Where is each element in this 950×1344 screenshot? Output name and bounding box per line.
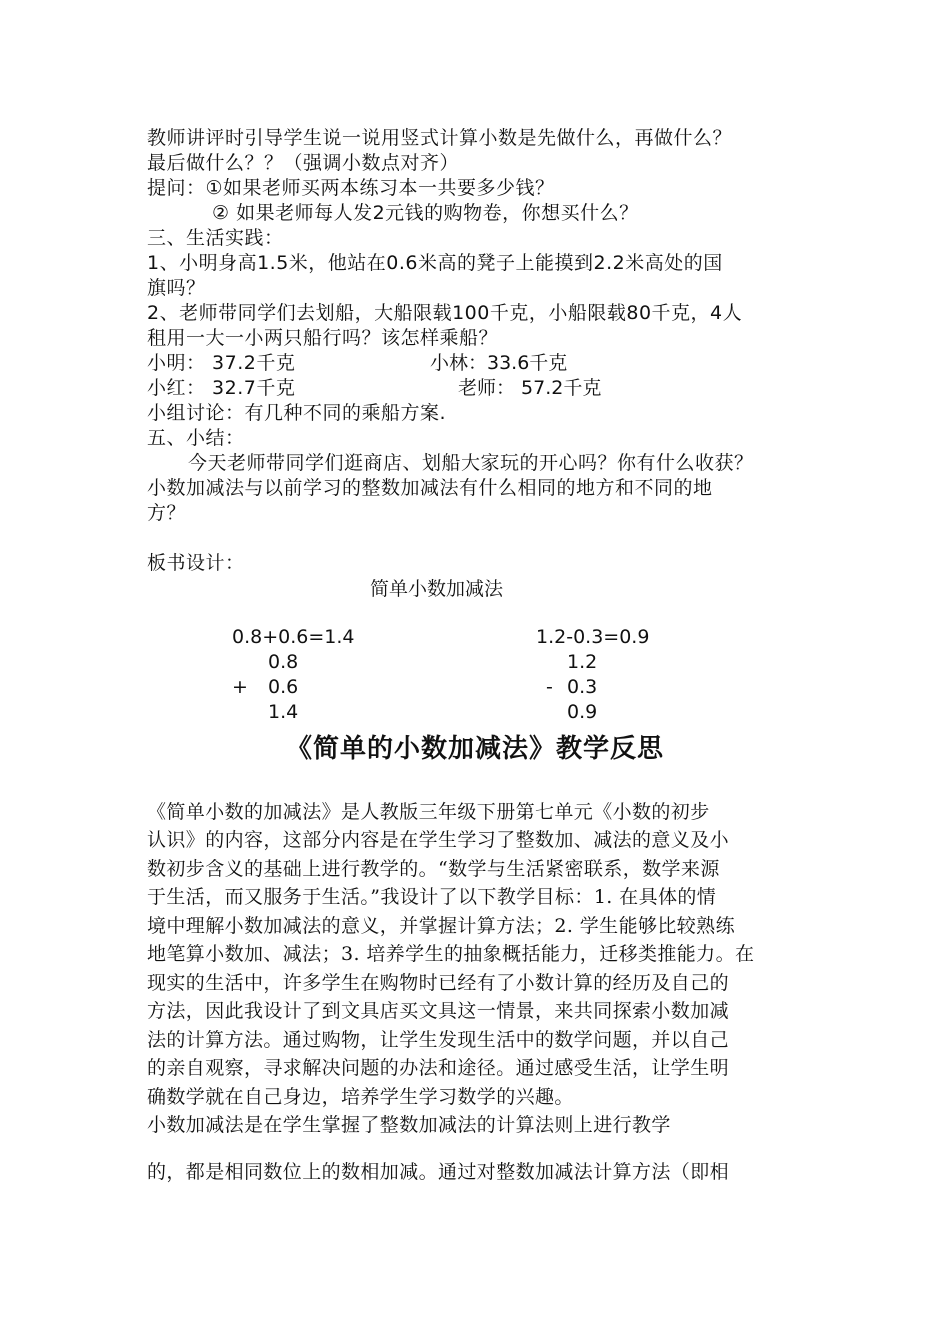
weight-xiaolin: 小林：33.6千克 <box>430 352 568 374</box>
problem-2: 2、老师带同学们去划船，大船限载100千克，小船限载80千克，4人 <box>147 302 743 324</box>
board-heading: 简单小数加减法 <box>370 578 504 600</box>
section-heading: 五、小结： <box>147 427 245 449</box>
question-2: ② 如果老师每人发2元钱的购物卷，你想买什么？ <box>212 202 639 224</box>
problem-1: 1、小明身高1.5米，他站在0.6米高的凳子上能摸到2.2米高处的国 <box>147 252 723 274</box>
summary-line: 小数加减法与以前学习的整数加减法有什么相同的地方和不同的地 <box>147 477 713 499</box>
question-1: 提问：①如果老师买两本练习本一共要多少钱？ <box>147 177 555 199</box>
minus-sign: - <box>546 676 553 698</box>
addend-1: 0.8 <box>268 651 299 673</box>
section-heading: 三、生活实践： <box>147 227 284 249</box>
reflection-line: 的亲自观察，寻求解决问题的办法和途径。通过感受生活，让学生明 <box>147 1057 730 1079</box>
reflection-line: 地笔算小数加、减法；3. 培养学生的抽象概括能力，迁移类推能力。在 <box>147 943 755 965</box>
reflection-line: 小数加减法是在学生掌握了整数加减法的计算法则上进行教学 <box>147 1114 671 1136</box>
subtrahend: 0.3 <box>567 676 598 698</box>
problem-1-cont: 旗吗？ <box>147 277 206 299</box>
reflection-line: 现实的生活中，许多学生在购物时已经有了小数计算的经历及自己的 <box>147 972 730 994</box>
minuend: 1.2 <box>567 651 598 673</box>
reflection-line: 《简单小数的加减法》是人教版三年级下册第七单元《小数的初步 <box>147 801 710 823</box>
lesson-line: 教师讲评时引导学生说一说用竖式计算小数是先做什么，再做什么？ <box>147 127 733 149</box>
weight-xiaoming: 小明： 37.2千克 <box>147 352 296 374</box>
weight-xiaohong: 小红： 32.7千克 <box>147 377 296 399</box>
difference-result: 0.9 <box>567 701 598 723</box>
discussion: 小组讨论：有几种不同的乘船方案. <box>147 402 447 424</box>
lesson-line: 最后做什么？？（强调小数点对齐） <box>147 152 460 174</box>
problem-2-cont: 租用一大一小两只船行吗？该怎样乘船？ <box>147 327 499 349</box>
addend-2: 0.6 <box>268 676 299 698</box>
reflection-line: 法的计算方法。通过购物，让学生发现生活中的数学问题，并以自己 <box>147 1029 730 1051</box>
weight-laoshi: 老师： 57.2千克 <box>458 377 602 399</box>
equation-left: 0.8+0.6=1.4 <box>232 626 355 648</box>
equation-right: 1.2-0.3=0.9 <box>536 626 650 648</box>
sum-result: 1.4 <box>268 701 299 723</box>
reflection-line: 数初步含义的基础上进行教学的。“数学与生活紧密联系，数学来源 <box>147 858 720 880</box>
reflection-line: 方法，因此我设计了到文具店买文具这一情景，来共同探索小数加减 <box>147 1000 730 1022</box>
reflection-title: 《简单的小数加减法》教学反思 <box>285 734 664 764</box>
board-label: 板书设计： <box>147 552 245 574</box>
summary-line: 方？ <box>147 502 187 524</box>
reflection-line: 的，都是相同数位上的数相加减。通过对整数加减法计算方法（即相 <box>147 1161 730 1183</box>
summary-line: 今天老师带同学们逛商店、划船大家玩的开心吗？你有什么收获？ <box>188 452 754 474</box>
reflection-line: 确数学就在自己身边，培养学生学习数学的兴趣。 <box>147 1086 574 1108</box>
plus-sign: + <box>232 676 248 698</box>
reflection-line: 认识》的内容，这部分内容是在学生学习了整数加、减法的意义及小 <box>147 829 730 851</box>
reflection-line: 境中理解小数加减法的意义，并掌握计算方法；2. 学生能够比较熟练 <box>147 915 735 937</box>
reflection-line: 于生活，而又服务于生活。”我设计了以下教学目标：1. 在具体的情 <box>147 886 717 908</box>
